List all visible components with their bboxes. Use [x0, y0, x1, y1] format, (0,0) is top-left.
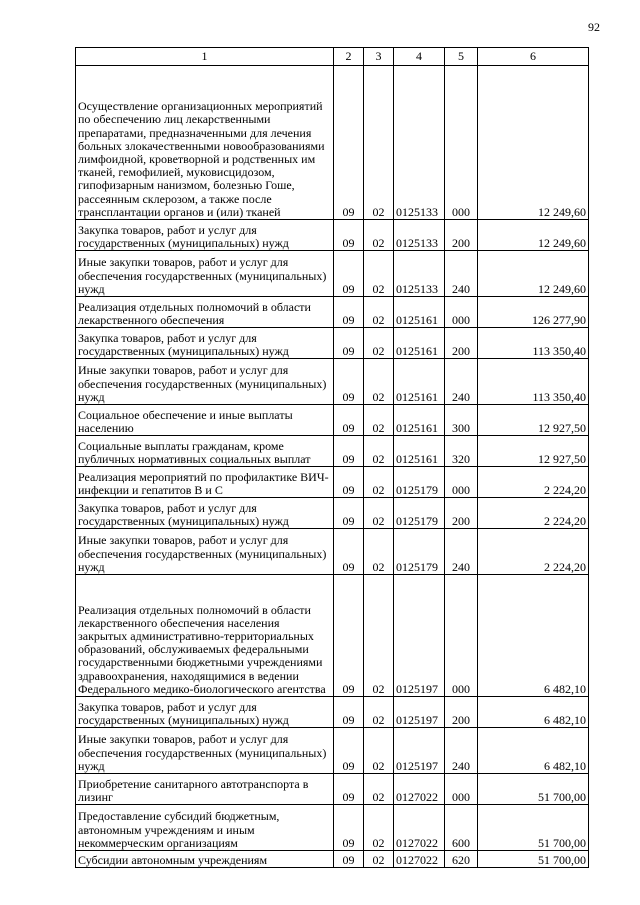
row-target-code: 0127022: [394, 851, 445, 868]
row-subsection: 02: [364, 774, 394, 805]
table-row: [76, 467, 589, 498]
table-row: [76, 66, 589, 220]
row-amount: 6 482,10: [478, 697, 589, 728]
table-row: [76, 251, 589, 297]
row-target-code: 0125133: [394, 251, 445, 297]
row-amount: 12 249,60: [478, 66, 589, 220]
row-expense-type: 200: [445, 220, 478, 251]
row-subsection: 02: [364, 66, 394, 220]
table-row: [76, 851, 589, 868]
row-amount: 12 249,60: [478, 220, 589, 251]
row-expense-type: 620: [445, 851, 478, 868]
row-expense-type: 200: [445, 697, 478, 728]
row-amount: 6 482,10: [478, 575, 589, 697]
row-target-code: 0125197: [394, 728, 445, 774]
table-row: [76, 805, 589, 851]
row-expense-type: 600: [445, 805, 478, 851]
column-header: 3: [364, 48, 394, 66]
row-amount: 2 224,20: [478, 529, 589, 575]
row-amount: 113 350,40: [478, 328, 589, 359]
row-subsection: 02: [364, 405, 394, 436]
row-section: 09: [334, 436, 364, 467]
row-section: 09: [334, 529, 364, 575]
row-name: Закупка товаров, работ и услуг для государственных (муниципальных) нужд: [76, 498, 334, 529]
row-name: Иные закупки товаров, работ и услуг для обеспечения государственных (муниципальных) нужд: [76, 728, 334, 774]
row-name: Закупка товаров, работ и услуг для государственных (муниципальных) нужд: [76, 220, 334, 251]
row-expense-type: 240: [445, 529, 478, 575]
column-header: 1: [76, 48, 334, 66]
row-section: 09: [334, 851, 364, 868]
row-amount: 51 700,00: [478, 851, 589, 868]
row-section: 09: [334, 66, 364, 220]
row-target-code: 0125161: [394, 359, 445, 405]
row-amount: 51 700,00: [478, 774, 589, 805]
row-section: 09: [334, 805, 364, 851]
row-expense-type: 200: [445, 498, 478, 529]
row-expense-type: 000: [445, 774, 478, 805]
row-name: Приобретение санитарного автотранспорта в лизинг: [76, 774, 334, 805]
row-section: 09: [334, 220, 364, 251]
table-row: [76, 529, 589, 575]
column-header: 6: [478, 48, 589, 66]
table-row: [76, 728, 589, 774]
row-name: Закупка товаров, работ и услуг для государственных (муниципальных) нужд: [76, 328, 334, 359]
table-row: [76, 220, 589, 251]
column-header: 4: [394, 48, 445, 66]
row-subsection: 02: [364, 728, 394, 774]
row-name: Иные закупки товаров, работ и услуг для обеспечения государственных (муниципальных) нужд: [76, 529, 334, 575]
table-row: [76, 359, 589, 405]
row-target-code: 0125179: [394, 529, 445, 575]
row-subsection: 02: [364, 297, 394, 328]
row-section: 09: [334, 575, 364, 697]
row-name: Реализация отдельных полномочий в области лекарственного обеспечения: [76, 297, 334, 328]
table-row: [76, 297, 589, 328]
row-subsection: 02: [364, 467, 394, 498]
row-name: Реализация отдельных полномочий в области лекарственного обеспечения населения закрытых административно-территориальных образований, обслуживаемых федеральными государственными бюджетными учреждениями здравоохранения, находящимися в ведении Федерального медико-биологического агентства: [76, 575, 334, 697]
row-section: 09: [334, 297, 364, 328]
table-row: [76, 498, 589, 529]
row-section: 09: [334, 251, 364, 297]
row-expense-type: 000: [445, 297, 478, 328]
row-target-code: 0125161: [394, 328, 445, 359]
row-expense-type: 200: [445, 328, 478, 359]
row-target-code: 0125133: [394, 66, 445, 220]
column-header: 5: [445, 48, 478, 66]
row-subsection: 02: [364, 436, 394, 467]
row-target-code: 0125179: [394, 467, 445, 498]
row-subsection: 02: [364, 328, 394, 359]
table-row: [76, 436, 589, 467]
row-target-code: 0125197: [394, 575, 445, 697]
row-subsection: 02: [364, 251, 394, 297]
row-subsection: 02: [364, 575, 394, 697]
row-name: Закупка товаров, работ и услуг для государственных (муниципальных) нужд: [76, 697, 334, 728]
row-amount: 12 249,60: [478, 251, 589, 297]
table-row: [76, 697, 589, 728]
row-target-code: 0125133: [394, 220, 445, 251]
row-target-code: 0125197: [394, 697, 445, 728]
row-section: 09: [334, 697, 364, 728]
row-amount: 2 224,20: [478, 498, 589, 529]
row-expense-type: 240: [445, 728, 478, 774]
row-section: 09: [334, 467, 364, 498]
row-amount: 12 927,50: [478, 436, 589, 467]
row-subsection: 02: [364, 697, 394, 728]
row-target-code: 0127022: [394, 805, 445, 851]
row-expense-type: 320: [445, 436, 478, 467]
row-target-code: 0125161: [394, 297, 445, 328]
table-row: [76, 774, 589, 805]
table-row: [76, 575, 589, 697]
row-name: Иные закупки товаров, работ и услуг для обеспечения государственных (муниципальных) нужд: [76, 251, 334, 297]
column-header: 2: [334, 48, 364, 66]
row-expense-type: 000: [445, 467, 478, 498]
row-subsection: 02: [364, 220, 394, 251]
row-name: Иные закупки товаров, работ и услуг для обеспечения государственных (муниципальных) нужд: [76, 359, 334, 405]
row-subsection: 02: [364, 359, 394, 405]
row-subsection: 02: [364, 529, 394, 575]
row-amount: 51 700,00: [478, 805, 589, 851]
table-row: [76, 405, 589, 436]
row-amount: 113 350,40: [478, 359, 589, 405]
row-name: Предоставление субсидий бюджетным, автономным учреждениям и иным некоммерческим организациям: [76, 805, 334, 851]
row-target-code: 0125161: [394, 405, 445, 436]
row-name: Реализация мероприятий по профилактике ВИЧ-инфекции и гепатитов В и С: [76, 467, 334, 498]
row-expense-type: 240: [445, 359, 478, 405]
table-row: [76, 328, 589, 359]
row-amount: 2 224,20: [478, 467, 589, 498]
row-name: Социальное обеспечение и иные выплаты населению: [76, 405, 334, 436]
row-section: 09: [334, 728, 364, 774]
row-section: 09: [334, 498, 364, 529]
row-subsection: 02: [364, 851, 394, 868]
row-section: 09: [334, 328, 364, 359]
row-subsection: 02: [364, 498, 394, 529]
row-target-code: 0127022: [394, 774, 445, 805]
row-name: Социальные выплаты гражданам, кроме публичных нормативных социальных выплат: [76, 436, 334, 467]
row-expense-type: 000: [445, 575, 478, 697]
row-target-code: 0125179: [394, 498, 445, 529]
row-name: Осуществление организационных мероприятий по обеспечению лиц лекарственными препаратами, предназначенными для лечения больных злокачественными новообразованиями лимфоидной, кроветворной и родственных им тканей, гемофилией, муковисцидозом, гипофизарным нанизмом, болезнью Гоше, рассеянным склерозом, а также после трансплантации органов и (или) тканей: [76, 66, 334, 220]
row-section: 09: [334, 405, 364, 436]
page-number: 92: [588, 20, 600, 34]
row-expense-type: 300: [445, 405, 478, 436]
row-amount: 126 277,90: [478, 297, 589, 328]
row-section: 09: [334, 359, 364, 405]
row-expense-type: 240: [445, 251, 478, 297]
row-section: 09: [334, 774, 364, 805]
row-target-code: 0125161: [394, 436, 445, 467]
row-expense-type: 000: [445, 66, 478, 220]
row-subsection: 02: [364, 805, 394, 851]
table-header-row: [76, 48, 589, 66]
row-amount: 12 927,50: [478, 405, 589, 436]
budget-table: [75, 47, 589, 868]
row-name: Субсидии автономным учреждениям: [76, 851, 334, 868]
row-amount: 6 482,10: [478, 728, 589, 774]
